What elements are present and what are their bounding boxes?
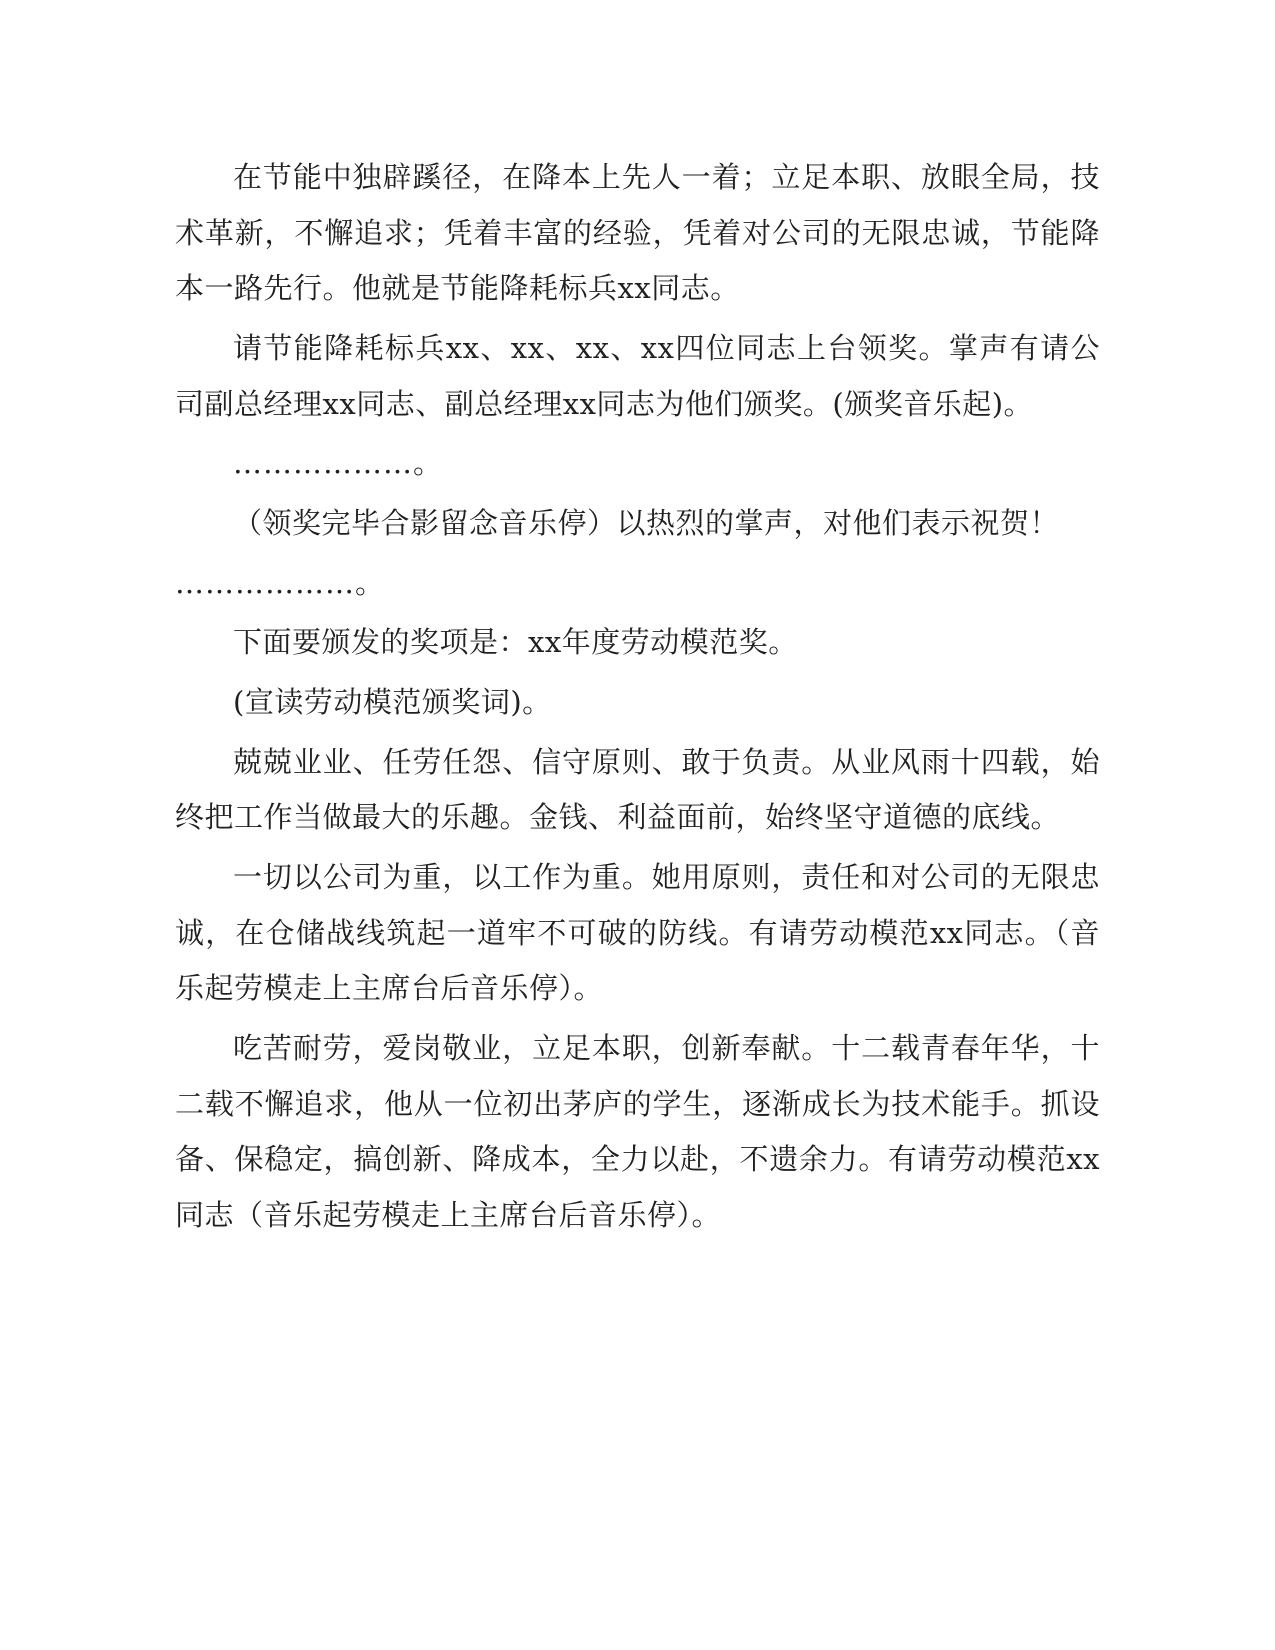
paragraph: 请节能降耗标兵xx、xx、xx、xx四位同志上台领奖。掌声有请公司副总经理xx同志、副总经理xx同志为他们颁奖。(颁奖音乐起)。 bbox=[175, 331, 1100, 421]
paragraph: (宣读劳动模范颁奖词)。 bbox=[233, 685, 552, 720]
paragraph: 兢兢业业、任劳任怨、信守原则、敢于负责。从业风雨十四载，始终把工作当做最大的乐趣。金钱、利益面前，始终坚守道德的底线。 bbox=[175, 744, 1100, 835]
paragraph: 下面要颁发的奖项是：xx年度劳动模范奖。 bbox=[233, 625, 798, 660]
paragraph: （领奖完毕合影留念音乐停）以热烈的掌声，对他们表示祝贺！ bbox=[233, 506, 1060, 541]
paragraph-ellipsis: ………………。 bbox=[233, 446, 444, 481]
paragraph-ellipsis: ………………。 bbox=[175, 565, 386, 600]
paragraph: 在节能中独辟蹊径，在降本上先人一着；立足本职、放眼全局，技术革新，不懈追求；凭着丰富的经验，凭着对公司的无限忠诚，节能降本一路先行。他就是节能降耗标兵xx同志。 bbox=[175, 160, 1100, 306]
paragraph: 吃苦耐劳，爱岗敬业，立足本职，创新奉献。十二载青春年华，十二载不懈追求，他从一位初出茅庐的学生，逐渐成长为技术能手。抓设备、保稳定，搞创新、降成本，全力以赴，不遗余力。有请劳动模范xx同志（音乐起劳模走上主席台后音乐停）。 bbox=[175, 1031, 1100, 1233]
paragraph: 一切以公司为重，以工作为重。她用原则，责任和对公司的无限忠诚，在仓储战线筑起一道牢不可破的防线。有请劳动模范xx同志。（音乐起劳模走上主席台后音乐停）。 bbox=[175, 860, 1100, 1006]
document-body bbox=[175, 150, 1100, 1244]
